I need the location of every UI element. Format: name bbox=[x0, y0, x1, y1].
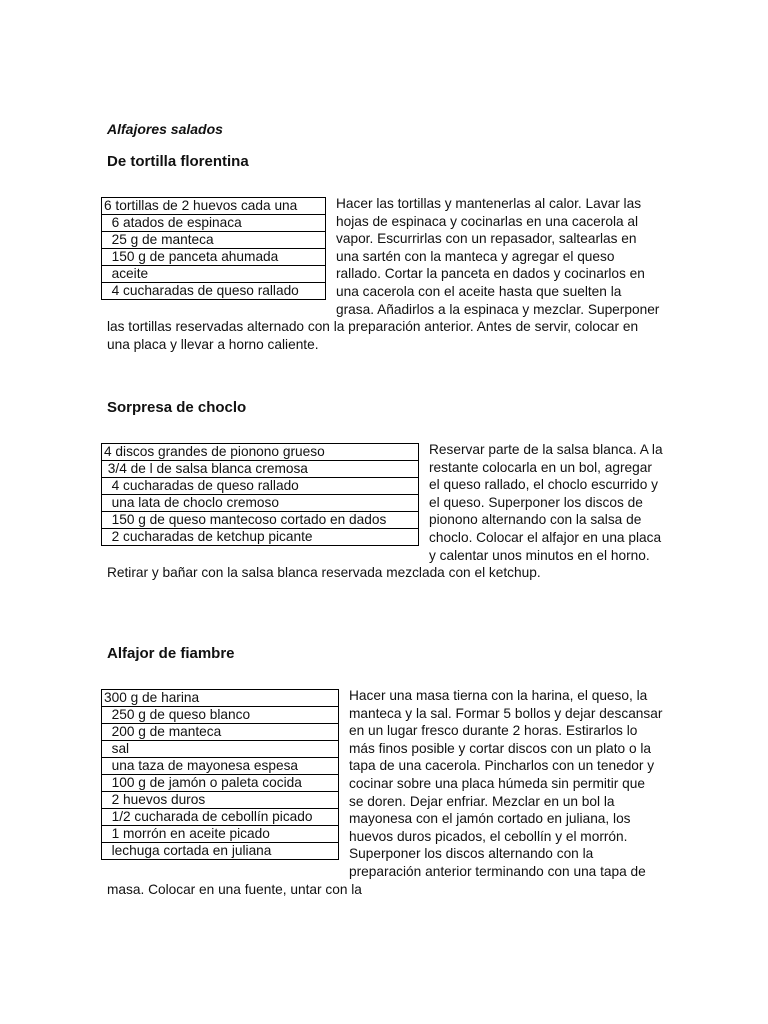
ingredient-cell: 3/4 de l de salsa blanca cremosa bbox=[102, 461, 419, 478]
ingredient-cell: 250 g de queso blanco bbox=[102, 707, 339, 724]
ingredients-table bbox=[101, 443, 419, 546]
ingredient-cell: 1/2 cucharada de cebollín picado bbox=[102, 809, 339, 826]
ingredients-table bbox=[101, 197, 326, 300]
ingredient-row bbox=[102, 809, 339, 826]
ingredient-row bbox=[102, 232, 326, 249]
ingredient-cell: 4 discos grandes de pionono grueso bbox=[102, 444, 419, 461]
ingredient-row bbox=[102, 724, 339, 741]
ingredient-cell: 6 atados de espinaca bbox=[102, 215, 326, 232]
ingredient-cell: 2 cucharadas de ketchup picante bbox=[102, 529, 419, 546]
ingredient-row bbox=[102, 266, 326, 283]
ingredient-row bbox=[102, 826, 339, 843]
recipe-title: Sorpresa de choclo bbox=[107, 399, 247, 416]
ingredient-row bbox=[102, 461, 419, 478]
ingredient-row bbox=[102, 775, 339, 792]
ingredient-row bbox=[102, 478, 419, 495]
recipe-body bbox=[104, 687, 663, 898]
ingredient-row bbox=[102, 758, 339, 775]
recipe-body bbox=[104, 441, 663, 582]
ingredient-cell: 150 g de panceta ahumada bbox=[102, 249, 326, 266]
ingredient-cell: 4 cucharadas de queso rallado bbox=[102, 478, 419, 495]
recipe-tortilla-florentina bbox=[104, 153, 663, 353]
ingredient-cell: una lata de choclo cremoso bbox=[102, 495, 419, 512]
ingredient-row bbox=[102, 249, 326, 266]
ingredient-cell: 4 cucharadas de queso rallado bbox=[102, 283, 326, 300]
ingredient-row bbox=[102, 707, 339, 724]
ingredient-row bbox=[102, 495, 419, 512]
ingredient-cell: 150 g de queso mantecoso cortado en dados bbox=[102, 512, 419, 529]
ingredient-row bbox=[102, 512, 419, 529]
recipe-title: De tortilla florentina bbox=[107, 153, 249, 170]
recipe-alfajor-de-fiambre bbox=[104, 645, 663, 898]
ingredient-cell: 2 huevos duros bbox=[102, 792, 339, 809]
recipe-title: Alfajor de fiambre bbox=[107, 645, 235, 662]
ingredient-row bbox=[102, 843, 339, 860]
recipe-instructions: Hacer las tortillas y mantenerlas al calor. Lavar las hojas de espinaca y cocinarlas en una cacerola al vapor. Escurrirlas con un repasador, saltearlas en una sartén con la manteca y agregar el queso rallado. Cortar la panceta en dados y cocinarlos en una cacerola con el aceite hasta que suelten la grasa. Añadirlos a la espinaca y mezclar. Superponer las tortillas reservadas alternado con la preparación anterior. Antes de servir, colocar en una placa y llevar a horno caliente. bbox=[107, 196, 660, 352]
ingredient-cell: lechuga cortada en juliana bbox=[102, 843, 339, 860]
ingredient-cell: sal bbox=[102, 741, 339, 758]
ingredient-row bbox=[102, 792, 339, 809]
ingredient-cell: 300 g de harina bbox=[102, 690, 339, 707]
ingredient-row bbox=[102, 444, 419, 461]
ingredient-row bbox=[102, 198, 326, 215]
ingredient-cell: una taza de mayonesa espesa bbox=[102, 758, 339, 775]
recipe-body bbox=[104, 195, 663, 353]
ingredient-cell: 200 g de manteca bbox=[102, 724, 339, 741]
ingredient-row bbox=[102, 741, 339, 758]
ingredient-cell: 100 g de jamón o paleta cocida bbox=[102, 775, 339, 792]
ingredient-row bbox=[102, 690, 339, 707]
recipe-instructions: Hacer una masa tierna con la harina, el queso, la manteca y la sal. Formar 5 bollos y dejar descansar en un lugar fresco durante 2 horas. Estirarlos lo más finos posible y cortar discos con un plato o la tapa de una cacerola. Pincharlos con un tenedor y cocinar sobre una placa húmeda sin permitir que se doren. Dejar enfriar. Mezclar en un bol la mayonesa con el jamón cortado en juliana, los huevos duros picados, el cebollín y el morrón. Superponer los discos alternando con la preparación anterior terminando con una tapa de masa. Colocar en una fuente, untar con la bbox=[107, 688, 663, 897]
ingredient-cell: 1 morrón en aceite picado bbox=[102, 826, 339, 843]
recipe-instructions: Reservar parte de la salsa blanca. A la restante colocarla en un bol, agregar el queso rallado, el choclo escurrido y el queso. Superponer los discos de pionono alternando con la salsa de choclo. Colocar el alfajor en una placa y calentar unos minutos en el horno. Retirar y bañar con la salsa blanca reservada mezclada con el ketchup. bbox=[107, 442, 663, 581]
document-title: Alfajores salados bbox=[107, 121, 223, 137]
ingredients-table bbox=[101, 689, 339, 860]
ingredient-cell: aceite bbox=[102, 266, 326, 283]
ingredient-row bbox=[102, 529, 419, 546]
recipe-sorpresa-de-choclo bbox=[104, 399, 663, 582]
ingredient-cell: 25 g de manteca bbox=[102, 232, 326, 249]
ingredient-row bbox=[102, 215, 326, 232]
ingredient-row bbox=[102, 283, 326, 300]
ingredient-cell: 6 tortillas de 2 huevos cada una bbox=[102, 198, 326, 215]
